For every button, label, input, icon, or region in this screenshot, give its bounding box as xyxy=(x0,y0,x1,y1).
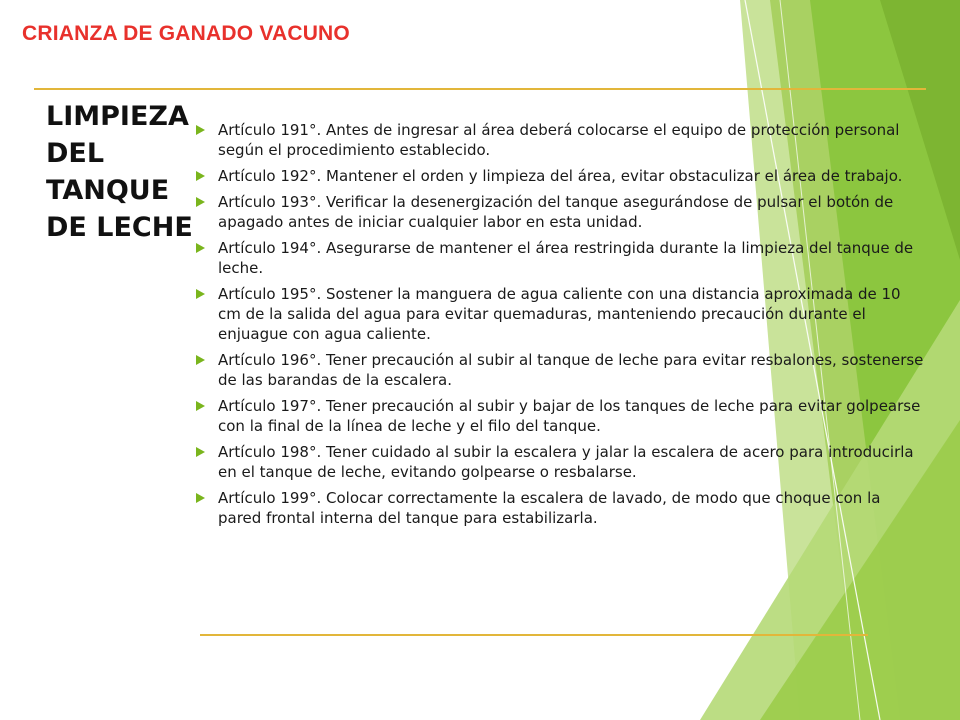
list-item xyxy=(196,488,926,528)
article-text: Artículo 198°. Tener cuidado al subir la escalera y jalar la escalera de acero para introducirla en el tanque de leche, evitando golpearse o resbalarse. xyxy=(218,443,914,481)
slide-header-title: CRIANZA DE GANADO VACUNO xyxy=(22,22,350,45)
top-divider xyxy=(34,88,926,90)
triangle-bullet-icon xyxy=(196,125,205,135)
list-item xyxy=(196,166,926,186)
list-item xyxy=(196,284,926,344)
article-text: Artículo 196°. Tener precaución al subir al tanque de leche para evitar resbalones, sostenerse de las barandas de la escalera. xyxy=(218,351,924,389)
article-text: Artículo 197°. Tener precaución al subir y bajar de los tanques de leche para evitar golpearse con la final de la línea de leche y el filo del tanque. xyxy=(218,397,921,435)
article-text: Artículo 192°. Mantener el orden y limpieza del área, evitar obstaculizar el área de trabajo. xyxy=(218,167,903,185)
article-text: Artículo 195°. Sostener la manguera de agua caliente con una distancia aproximada de 10 cm de la salida del agua para evitar quemaduras, manteniendo precaución durante el enjuague con agua caliente. xyxy=(218,285,901,343)
triangle-bullet-icon xyxy=(196,197,205,207)
bottom-divider xyxy=(200,634,868,636)
list-item xyxy=(196,396,926,436)
article-list xyxy=(196,120,926,534)
article-text: Artículo 193°. Verificar la desenergización del tanque asegurándose de pulsar el botón de apagado antes de iniciar cualquier labor en esta unidad. xyxy=(218,193,894,231)
triangle-bullet-icon xyxy=(196,493,205,503)
triangle-bullet-icon xyxy=(196,171,205,181)
triangle-bullet-icon xyxy=(196,401,205,411)
triangle-bullet-icon xyxy=(196,447,205,457)
article-text: Artículo 194°. Asegurarse de mantener el área restringida durante la limpieza del tanque de leche. xyxy=(218,239,914,277)
list-item xyxy=(196,192,926,232)
triangle-bullet-icon xyxy=(196,355,205,365)
article-text: Artículo 199°. Colocar correctamente la escalera de lavado, de modo que choque con la pared frontal interna del tanque para estabilizarla. xyxy=(218,489,881,527)
list-item xyxy=(196,238,926,278)
list-item xyxy=(196,350,926,390)
triangle-bullet-icon xyxy=(196,289,205,299)
section-title: LIMPIEZA DEL TANQUE DE LECHE xyxy=(46,101,193,243)
article-text: Artículo 191°. Antes de ingresar al área deberá colocarse el equipo de protección personal según el procedimiento establecido. xyxy=(218,121,900,159)
list-item xyxy=(196,120,926,160)
triangle-bullet-icon xyxy=(196,243,205,253)
list-item xyxy=(196,442,926,482)
